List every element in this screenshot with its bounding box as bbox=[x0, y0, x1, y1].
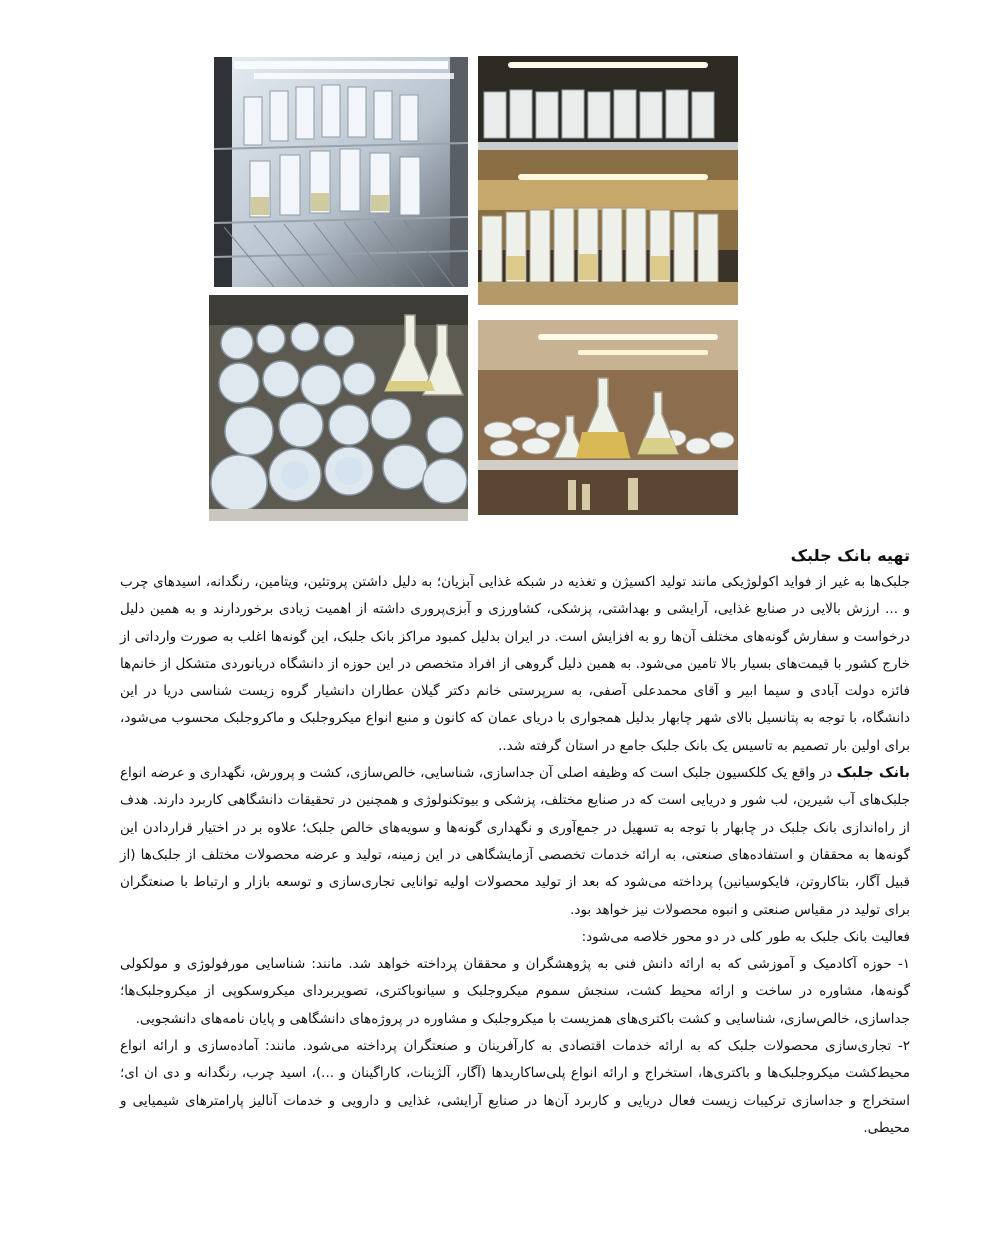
shelf-bottles-photo bbox=[478, 56, 738, 305]
flasks-shelf-photo bbox=[478, 320, 738, 515]
paragraph-intro: جلبک‌ها به غیر از فواید اکولوژیکی مانند تولید اکسیژن و تغذیه در شبکه غذایی آبزیان؛ به دلیل داشتن پروتئین، ویتامین، رنگدانه، اسیدهای چرب و ... ارزش بالایی در صنایع غذایی، آرایشی و بهداشتی، پزشکی، کشاورزی و آبزی‌پروری داشته از اهمیت زیادی برخوردارند و به همین دلیل درخواست و سفارش گونه‌های مختلف آن‌ها رو به افزایش است. در ایران بدلیل کمبود مراکز بانک جلبک، این گونه‌ها اغلب به صورت وارداتی از خارج کشور با قیمت‌های بسیار بالا تامین می‌شود. به همین دلیل گروهی از افراد متخصص در این حوزه از دانشگاه دریانوردی متشکل از خانم‌ها فائزه دولت آبادی و سیما ابیر و آقای محمدعلی آصفی، به سرپرستی خانم دکتر گیلان عطاران دانشیار گروه زیست شناسی دریا در این دانشگاه، با توجه به پتانسیل بالای شهر چابهار بدلیل همجواری با دریای عمان که کانون و منبع انواع میکروجلبک و ماکروجلبک محسوب می‌شود، برای اولین بار تصمیم به تاسیس یک بانک جلبک جامع در استان گرفته شد.. bbox=[120, 574, 910, 754]
article bbox=[120, 544, 910, 1142]
paragraph-commercial-axis: ۲- تجاری‌سازی محصولات جلبک که به ارائه خدمات اقتصادی به کارآفرینان و صنعتگران پرداخته می‌شود. مانند: آماده‌سازی و ارائه انواع محیط‌کشت میکروجلبک‌ها و باکتری‌ها، استخراج و ارائه انواع پلی‌ساکاریدها (آگار، آلژینات، کاراگینان و ...)، اسید چرب، رنگدانه و دی ان ای؛ استخراج و جداسازی ترکیبات زیست فعال دریایی و کاربرد آن‌ها در صنایع آرایشی، غذایی و دارویی و خدمات آنالیز پارامترهای شیمیایی و محیطی. bbox=[120, 1038, 910, 1136]
paragraph-academic-axis: ۱- حوزه آکادمیک و آموزشی که به ارائه دانش فنی به پژوهشگران و محققان پرداخته خواهد شد. مانند: شناسایی مورفولوژی و مولکولی گونه‌ها، مشاوره در ساخت و ارائه محیط کشت، سنجش سموم میکروجلبک و سیانوباکتری، تصویربردای میکروسکوپی از میکروجلبک‌ها؛ جداسازی، خالص‌سازی، شناسایی و کشت باکتری‌های همزیست با میکروجلبک و مشاوره در پروژه‌های دانشگاهی و پایان نامه‌های دانشجویی. bbox=[120, 956, 910, 1027]
paragraph-activity-summary: فعالیت بانک جلبک به طور کلی در دو محور خلاصه می‌شود: bbox=[581, 928, 910, 945]
paragraph-algae-bank bbox=[120, 760, 910, 924]
paragraph-algae-bank-body: در واقع یک کلکسیون جلبک است که وظیفه اصلی آن جداسازی، شناسایی، خالص‌سازی، کشت و پرورش، نگهداری و عرضه انواع جلبک‌های آب شیرین، لب شور و دریایی است که در صنایع مختلف، پزشکی و بیوتکنولوژی و همچنین در تحقیقات دانشگاهی کاربرد دارند. هدف از راه‌اندازی بانک جلبک در چابهار با توجه به تسهیل در جمع‌آوری و نگهداری گونه‌ها و سویه‌های خالص جلبک؛ علاوه بر در اختیار قراردادن این گونه‌ها به محققان و استفاده‌های صنعتی، به ارائه خدمات تخصصی آزمایشگاهی در این زمینه، تولید و عرضه محصولات مختلف از جلبک‌ها (از قبیل آگار، بتاکاروتن، فایکوسیانین) پرداخته می‌شود که بعد از تولید محصولات اولیه توانایی تجاری‌سازی و توسعه بازار و ارتباط با صنعتگران برای تولید در مقیاس صنعتی و انبوه محصولات نیز خواهد بود. bbox=[120, 765, 910, 918]
paragraph-lead-bold: بانک جلبک bbox=[836, 765, 910, 782]
petri-dishes-photo bbox=[209, 295, 468, 521]
article-title: تهیه بانک جلبک bbox=[790, 546, 910, 565]
incubator-bottles-photo bbox=[214, 57, 468, 287]
